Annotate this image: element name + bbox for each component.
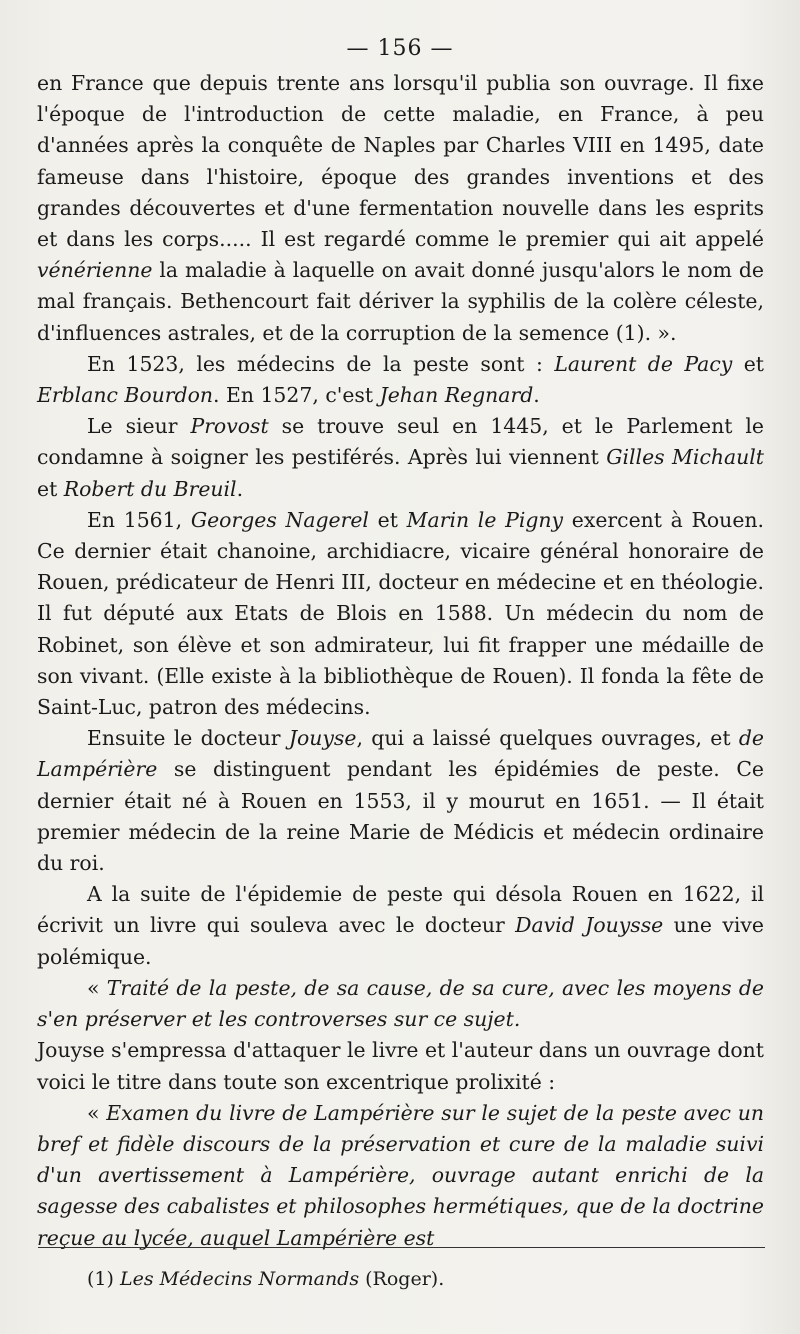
text-run: . bbox=[533, 383, 540, 408]
text-run: en France que depuis trente ans lorsqu'il publia son ouvrage. Il fixe l'époque de l'introduction de cette maladie, en France, à peu d'années après la conquête de Naples par Charles VIII en 1495, date fameuse dans l'histoire, époque des grandes inventions et des grandes découvertes et d'une fermentation nouvelle dans les esprits et dans les corps..... Il est regardé comme le premier qui ait appelé bbox=[37, 71, 764, 252]
text-run: . En 1527, c'est bbox=[213, 383, 380, 408]
paragraph bbox=[37, 411, 764, 505]
paragraph bbox=[37, 723, 764, 879]
person-name: Georges Nagerel bbox=[190, 507, 369, 532]
text-run: , qui a laissé quelques ouvrages, et bbox=[356, 726, 739, 751]
text-run: Jouyse s'empressa d'attaquer le livre et l'auteur dans un ouvrage dont voici le titre dans toute son excentrique prolixité : bbox=[37, 1038, 764, 1094]
book-title: Traité de la peste, de sa cause, de sa cure, avec les moyens de s'en préserver et les controverses sur ce sujet. bbox=[37, 975, 764, 1032]
text-run: En 1523, les médecins de la peste sont : bbox=[87, 351, 555, 376]
paragraph bbox=[37, 68, 764, 349]
text-run: se trouve seul en 1445, et le Parlement le condamne à soigner les pestiférés. Après lui viennent bbox=[37, 414, 764, 470]
person-name: de Lampérière bbox=[37, 726, 764, 782]
paragraph bbox=[37, 973, 764, 1035]
book-title: Examen du livre de Lampérière sur le sujet de la peste avec un bref et fidèle discours de la préservation et cure de la maladie suivi d'un avertissement à Lampérière, ouvrage autant enrichi de la sagesse des cabalistes et philosophes hermétiques, que de la doctrine reçue au lycée, auquel Lampérière est bbox=[37, 1100, 764, 1250]
footnote-rule bbox=[38, 1247, 765, 1248]
text-run: A la suite de l'épidemie de peste qui désola Rouen en 1622, il écrivit un livre qui souleva avec le docteur bbox=[37, 882, 764, 938]
text-run: Le sieur bbox=[87, 414, 191, 439]
text-run: Ensuite le docteur bbox=[87, 726, 289, 751]
paragraph bbox=[37, 1098, 764, 1254]
text-run: . bbox=[236, 476, 244, 501]
person-name: Gilles Michault bbox=[606, 445, 764, 470]
person-name: Robert du Breuil bbox=[63, 476, 237, 501]
body-text bbox=[37, 68, 764, 1254]
paragraph bbox=[37, 505, 764, 723]
person-name: Laurent de Pacy bbox=[554, 351, 733, 376]
footnote-marker: (1) bbox=[87, 1268, 120, 1290]
text-run: et bbox=[732, 351, 764, 376]
italic-term: vénérienne bbox=[37, 258, 153, 283]
paragraph bbox=[37, 1035, 764, 1097]
text-run: « bbox=[87, 1100, 107, 1125]
text-run: « bbox=[87, 975, 107, 1000]
text-run: exercent à Rouen. Ce dernier était chanoine, archidiacre, vicaire général honoraire de Rouen, prédicateur de Henri III, docteur en médecine et en théologie. Il fut député aux Etats de Blois en 1588. Un médecin du nom de Robinet, son élève et son admirateur, lui fit frapper une médaille de son vivant. (Elle existe à la bibliothèque de Rouen). Il fonda la fête de Saint-Luc, patron des médecins. bbox=[37, 507, 764, 720]
page-number: — 156 — bbox=[346, 36, 454, 61]
text-run: et bbox=[368, 507, 407, 532]
footnote-title: Les Médecins Normands bbox=[119, 1268, 360, 1290]
text-run: et bbox=[37, 476, 64, 501]
person-name: Jouyse bbox=[288, 726, 357, 751]
text-run: En 1561, bbox=[87, 507, 191, 532]
person-name: Jehan Regnard bbox=[379, 383, 534, 408]
paragraph bbox=[37, 879, 764, 973]
footnote bbox=[87, 1268, 444, 1290]
person-name: David Jouysse bbox=[515, 913, 664, 938]
text-run: se distinguent pendant les épidémies de peste. Ce dernier était né à Rouen en 1553, il y mourut en 1651. — Il était premier médecin de la reine Marie de Médicis et médecin ordinaire du roi. bbox=[37, 757, 764, 876]
footnote-text: (Roger). bbox=[359, 1268, 445, 1290]
text-run: la maladie à laquelle on avait donné jusqu'alors le nom de mal français. Bethencourt fait dériver la syphilis de la colère céleste, d'influences astrales, et de la corruption de la semence (1). ». bbox=[37, 258, 764, 345]
person-name: Erblanc Bourdon bbox=[37, 383, 213, 408]
person-name: Marin le Pigny bbox=[406, 507, 564, 532]
person-name: Provost bbox=[190, 414, 269, 439]
paragraph bbox=[37, 349, 764, 411]
text-run: une vive polémique. bbox=[37, 913, 764, 969]
